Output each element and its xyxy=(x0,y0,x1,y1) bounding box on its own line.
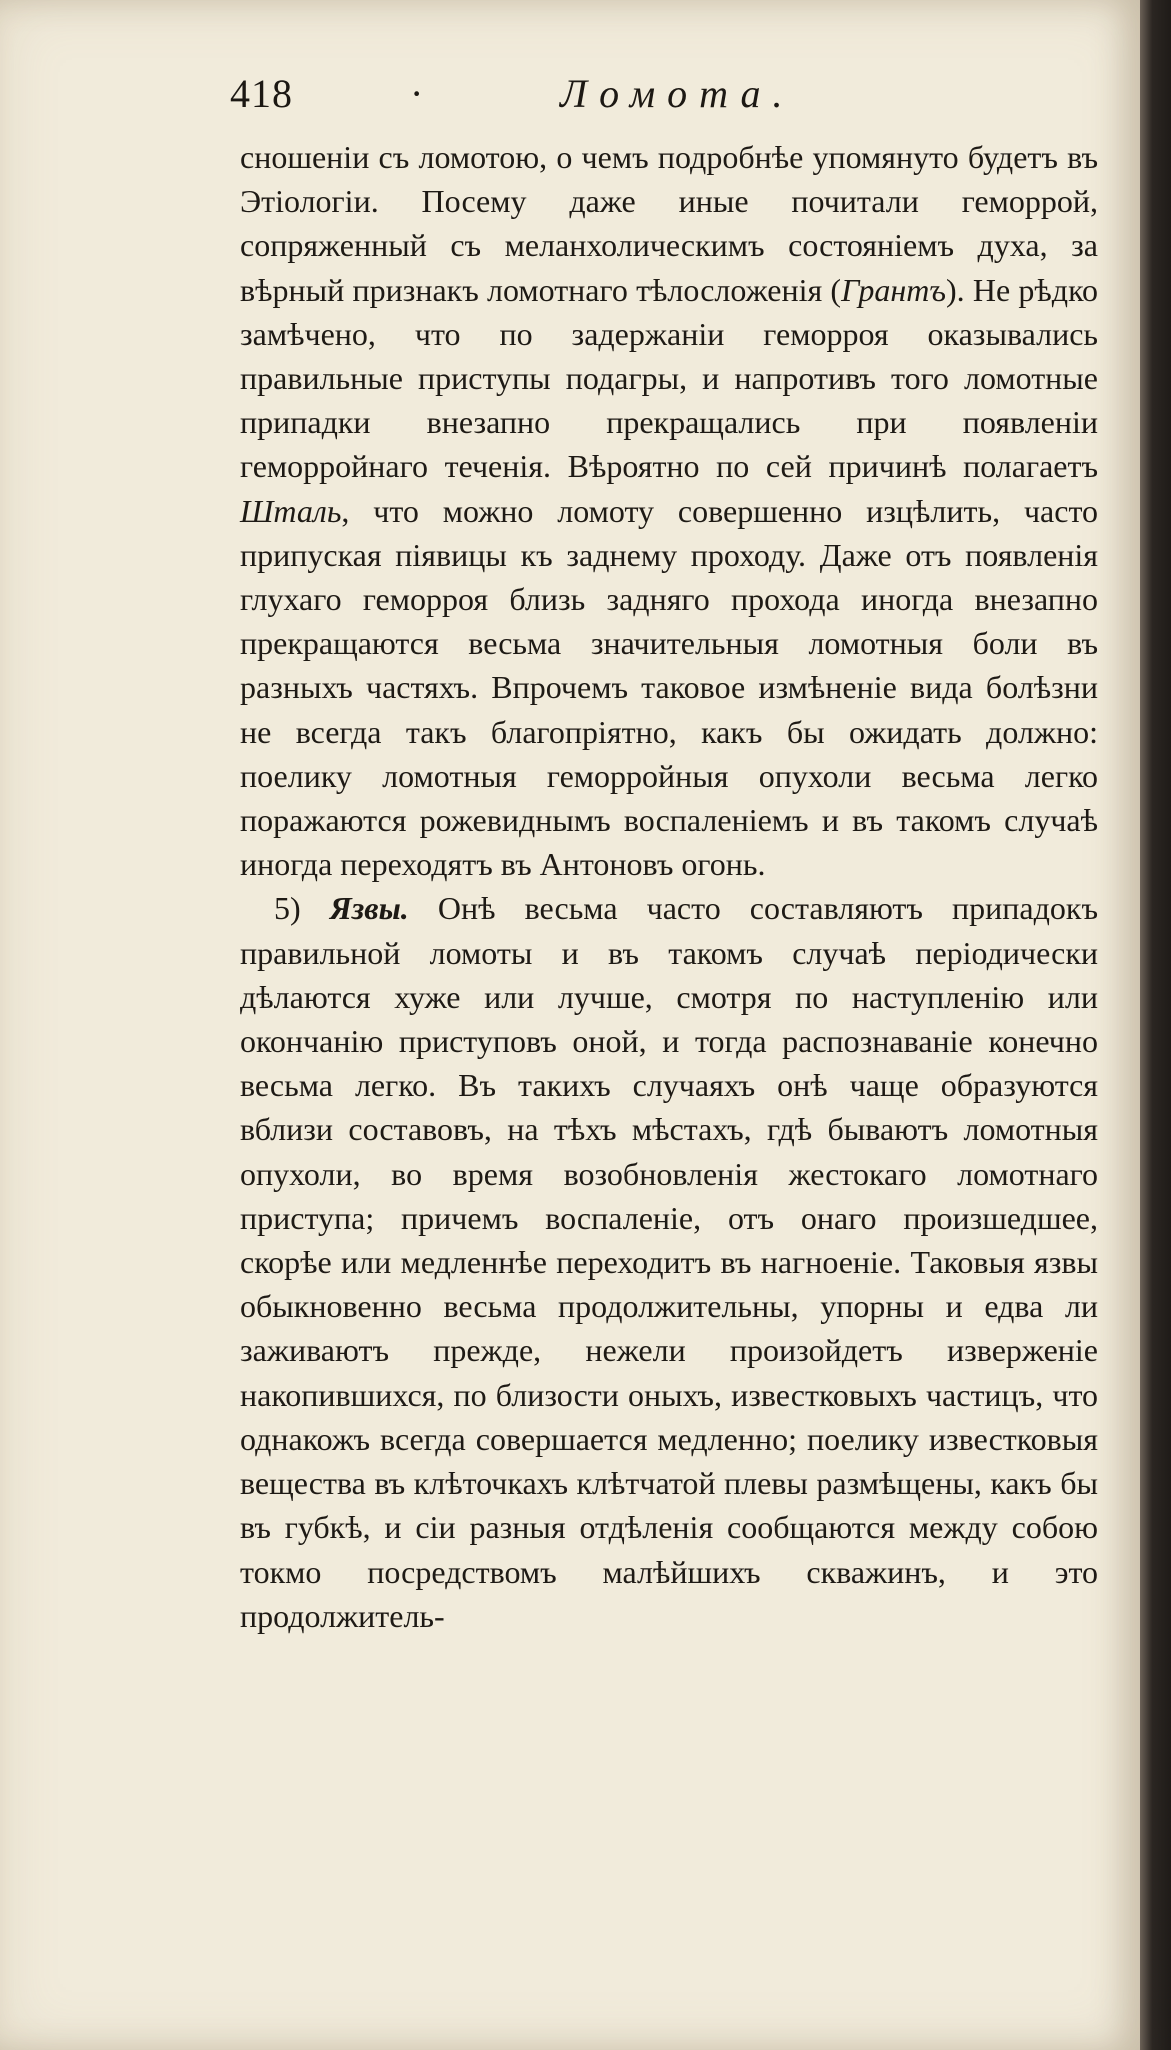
running-title: Ломота. xyxy=(560,71,795,116)
header-dot: · xyxy=(410,71,424,116)
paragraph-text: Онѣ весьма часто составляютъ припадокъ правильной ломоты и въ такомъ случаѣ періодически дѣлаются хуже или лучше, смотря по наступленію или окончанію приступовъ оной, и тогда распознаваніе конечно весьма легко. Въ такихъ случаяхъ онѣ чаще образуются вблизи составовъ, на тѣхъ мѣстахъ, гдѣ бываютъ ломотныя опухоли, во время возобновленія жестокаго ломотнаго приступа; причемъ воспаленіе, отъ онаго произшедшее, скорѣе или медленнѣе переходитъ въ нагноеніе. Таковыя язвы обыкновенно весьма продолжительны, упорны и едва ли заживаютъ прежде, нежели произойдетъ изверженіе накопившихся, по близости оныхъ, известковыхъ частицъ, что однакожъ всегда совершается медленно; поелику известковыя вещества въ клѣточкахъ клѣтчатой плевы размѣщены, какъ бы въ губкѣ, и сіи разныя отдѣленія сообщаются между собою токмо посредствомъ малѣйшихъ скважинъ, и это продолжитель- xyxy=(240,890,1098,1634)
paragraph-text: сношеніи съ ломотою, о чемъ подробнѣе упомянуто будетъ въ Этіологіи. Посему даже иные почитали геморрой, сопряженный съ меланхолическимъ состояніемъ духа, за вѣрный признакъ ломотнаго тѣлосложенія ( xyxy=(240,139,1098,308)
paragraph-heading: Язвы. xyxy=(329,890,409,927)
paragraph xyxy=(240,886,1098,1637)
paragraph-text: , что можно ломоту совершенно изцѣлить, часто припуская піявицы къ заднему проходу. Даже отъ появленія глухаго геморроя близь задняго прохода иногда внезапно прекращаются весьма значительныя ломотныя боли въ разныхъ частяхъ. Впрочемъ таковое измѣненіе вида болѣзни не всегда такъ благопріятно, какъ бы ожидать должно: поелику ломотныя геморройныя опухоли весьма легко поражаются рожевиднымъ воспаленіемъ и въ такомъ случаѣ иногда переходятъ въ Антоновъ огонь. xyxy=(240,492,1098,883)
paragraph-number: 5) xyxy=(274,890,301,927)
page-number: 418 xyxy=(230,71,293,116)
body-text xyxy=(240,135,1098,1638)
page-edge xyxy=(1140,0,1171,2050)
paragraph-text: ). Не рѣдко замѣчено, что по задержаніи геморроя оказывались правильные приступы подагры, и напротивъ того ломотные припадки внезапно прекращались при появленіи геморройнаго теченія. Вѣроятно по сей причинѣ полагаетъ xyxy=(240,271,1099,485)
paragraph xyxy=(240,135,1098,886)
author-name: Шталь xyxy=(240,492,342,529)
author-name: Грантъ xyxy=(841,271,946,308)
page-header xyxy=(230,70,1090,130)
